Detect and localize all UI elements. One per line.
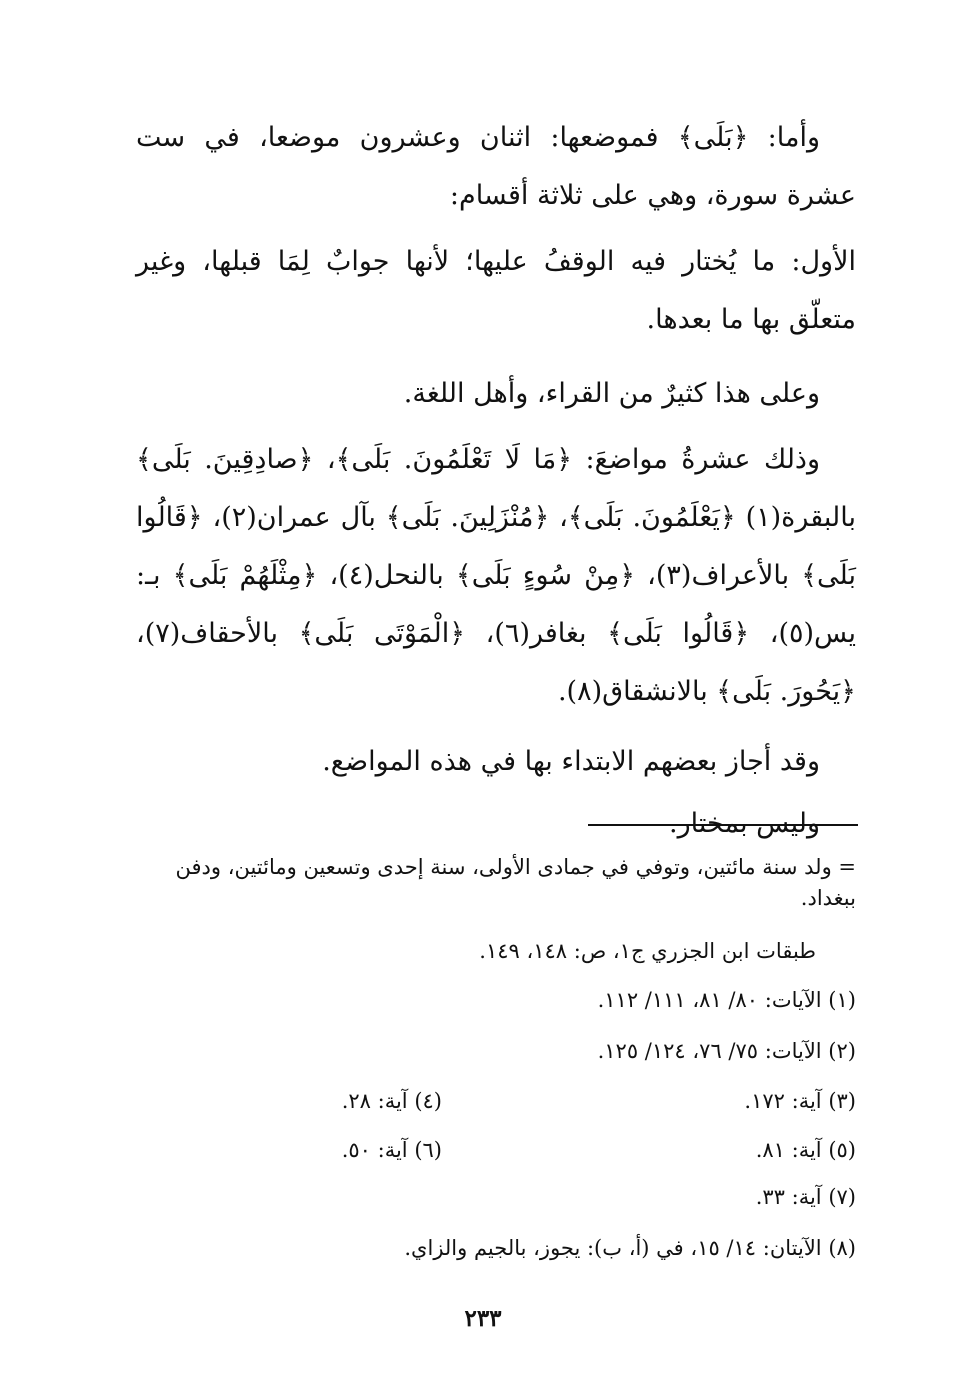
footnote-separator (588, 824, 858, 826)
footnote-7: (٧) آية: ٣٣. (755, 1185, 856, 1209)
footnote-1: (١) الآيات: ٨٠/ ٨١، ١١١/ ١١٢. (597, 988, 856, 1012)
page-number: ٢٣٣ (464, 1305, 502, 1332)
paragraph-bala-occurrences: وأما: ﴿بَلَى﴾ فموضعها: اثنان وعشرون موضعا، في ست عشرة سورة، وهي على ثلاثة أقسام: (136, 122, 856, 211)
paragraph-ten-positions: وذلك عشرةُ مواضعَ: ﴿مَا لَا تَعْلَمُونَ. بَلَى﴾، ﴿صادِقِينَ. بَلَى﴾ بالبقرة(١) ﴿يَعْلَمُونَ. بَلَى﴾، ﴿مُنْزَلِينَ. بَلَى﴾ بآل عمران(٢)، ﴿قَالُوا بَلَى﴾ بالأعراف(٣)، ﴿مِنْ سُوءٍ بَلَى﴾ بالنحل(٤)، ﴿مِثْلَهُمْ بَلَى﴾ بـ: يس(٥)، ﴿قَالُوا بَلَى﴾ بغافر(٦)، ﴿الْمَوْتَى بَلَى﴾ بالأحقاف(٧)، ﴿يَحُورَ. بَلَى﴾ بالانشقاق(٨). (136, 444, 856, 707)
footnote-source: طبقات ابن الجزري ج١، ص: ١٤٨، ١٤٩. (479, 939, 816, 963)
paragraph-reciters-opinion: وعلى هذا كثيرٌ من القراء، وأهل اللغة. (403, 378, 820, 409)
footnote-2: (٢) الآيات: ٧٥/ ٧٦، ١٢٤/ ١٢٥. (597, 1039, 856, 1063)
footnote-5: (٥) آية: ٨١. (755, 1138, 856, 1162)
paragraph-not-preferred: وليس بمختار. (669, 808, 820, 839)
paragraph-permitted-start: وقد أجاز بعضهم الابتداء بها في هذه المواضع. (322, 746, 820, 777)
footnote-3: (٣) آية: ١٧٢. (744, 1089, 856, 1113)
footnote-continued: = ولد سنة مائتين، وتوفي في جمادى الأولى، سنة إحدى وتسعين ومائتين، ودفن ببغداد. (175, 855, 856, 910)
footnote-4: (٤) آية: ٢٨. (341, 1089, 442, 1113)
footnote-6: (٦) آية: ٥٠. (341, 1138, 442, 1162)
paragraph-first-category: الأول: ما يُختار فيه الوقفُ عليها؛ لأنها جوابٌ لِمَا قبلها، وغير متعلّق بها ما بعدها. (136, 246, 856, 335)
footnote-8: (٨) الآيتان: ١٤/ ١٥، في (أ، ب): يجوز، بالجيم والزاي. (404, 1236, 856, 1260)
